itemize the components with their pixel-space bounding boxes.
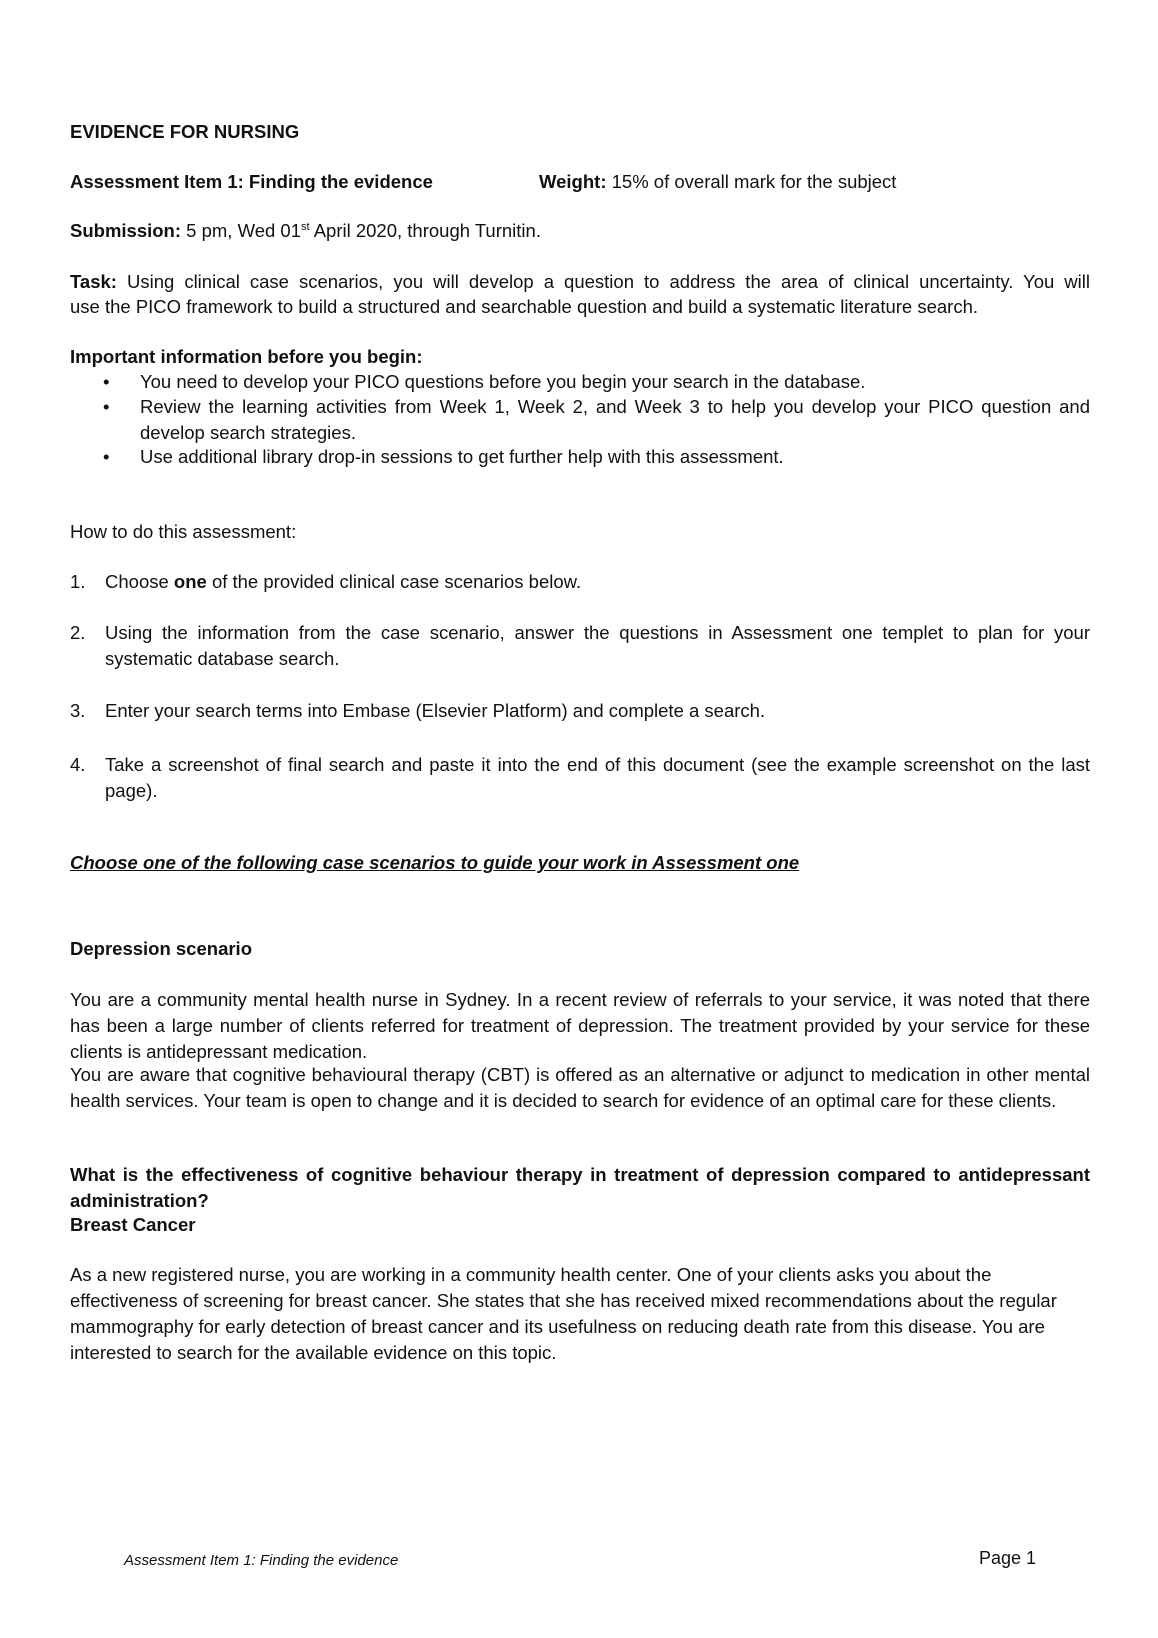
step-number: 1. [70, 571, 86, 592]
step-text: Take a screenshot of final search and paste it into the end of this document (see the example screenshot on the last page). [105, 754, 1090, 801]
depression-paragraph-1: You are a community mental health nurse in Sydney. In a recent review of referrals to your service, it was noted that there has been a large number of clients referred for treatment of depression. The treatment provided by your service for these clients is antidepressant medication. [70, 989, 1090, 1062]
document-title: EVIDENCE FOR NURSING [70, 121, 300, 142]
submission-date: 5 pm, Wed 01 [186, 220, 301, 241]
step-text-part: Choose [105, 571, 169, 592]
submission-line [70, 218, 1090, 244]
bullet-text: Review the learning activities from Week 1, Week 2, and Week 3 to help you develop your PICO question and develop search strategies. [140, 396, 1090, 443]
important-heading: Important information before you begin: [70, 346, 423, 367]
task-line-1 [70, 269, 1090, 295]
task-line-2: use the PICO framework to build a structured and searchable question and build a systematic literature search. [70, 296, 978, 317]
breast-cancer-heading: Breast Cancer [70, 1214, 196, 1235]
submission-details: April 2020, through Turnitin. [313, 220, 541, 241]
depression-paragraph-2: You are aware that cognitive behavioural therapy (CBT) is offered as an alternative or adjunct to medication in other mental health services. Your team is open to change and it is decided to search for evidence of an optimal care for these clients. [70, 1064, 1090, 1111]
bullet-marker: • [103, 371, 110, 392]
task-text-1: Using clinical case scenarios, you will develop a question to address the area of clinical uncertainty. You will [127, 271, 1090, 292]
step-number: 3. [70, 700, 86, 721]
footer-title: Assessment Item 1: Finding the evidence [124, 1552, 399, 1569]
step-number: 4. [70, 754, 86, 775]
step-emphasis: one [173, 571, 207, 592]
assessment-item-line [70, 169, 1090, 195]
submission-date-suffix: st [301, 221, 310, 233]
choose-scenario-heading: Choose one of the following case scenarios to guide your work in Assessment one [70, 852, 800, 873]
bullet-marker: • [103, 446, 110, 467]
weight-value: 15% of overall mark for the subject [611, 171, 897, 192]
weight-label: Weight: [539, 171, 607, 192]
task-label: Task: [70, 271, 117, 292]
submission-label: Submission: [70, 220, 182, 241]
bullet-marker: • [103, 396, 110, 417]
step-text-part: of the provided clinical case scenarios below. [211, 571, 582, 592]
bullet-text: You need to develop your PICO questions before you begin your search in the database. [140, 371, 866, 392]
step-number: 2. [70, 622, 86, 643]
step-text [105, 569, 1090, 595]
bullet-text: Use additional library drop-in sessions to get further help with this assessment. [140, 446, 784, 467]
weight-info [539, 169, 896, 195]
step-text: Using the information from the case scenario, answer the questions in Assessment one templet to plan for your systematic database search. [105, 622, 1090, 669]
assessment-item-label: Assessment Item 1: Finding the evidence [70, 171, 433, 192]
breast-cancer-paragraph: As a new registered nurse, you are working in a community health center. One of your clients asks you about the effectiveness of screening for breast cancer. She states that she has received mixed recommendations about the regular mammography for early detection of breast cancer and its usefulness on reducing death rate from this disease. You are interested to search for the available evidence on this topic. [70, 1264, 1057, 1363]
howto-heading: How to do this assessment: [70, 521, 297, 542]
page-number: Page 1 [979, 1548, 1037, 1568]
depression-heading: Depression scenario [70, 938, 252, 959]
step-text: Enter your search terms into Embase (Elsevier Platform) and complete a search. [105, 700, 766, 721]
depression-question: What is the effectiveness of cognitive behaviour therapy in treatment of depression compared to antidepressant administration? [70, 1164, 1090, 1211]
